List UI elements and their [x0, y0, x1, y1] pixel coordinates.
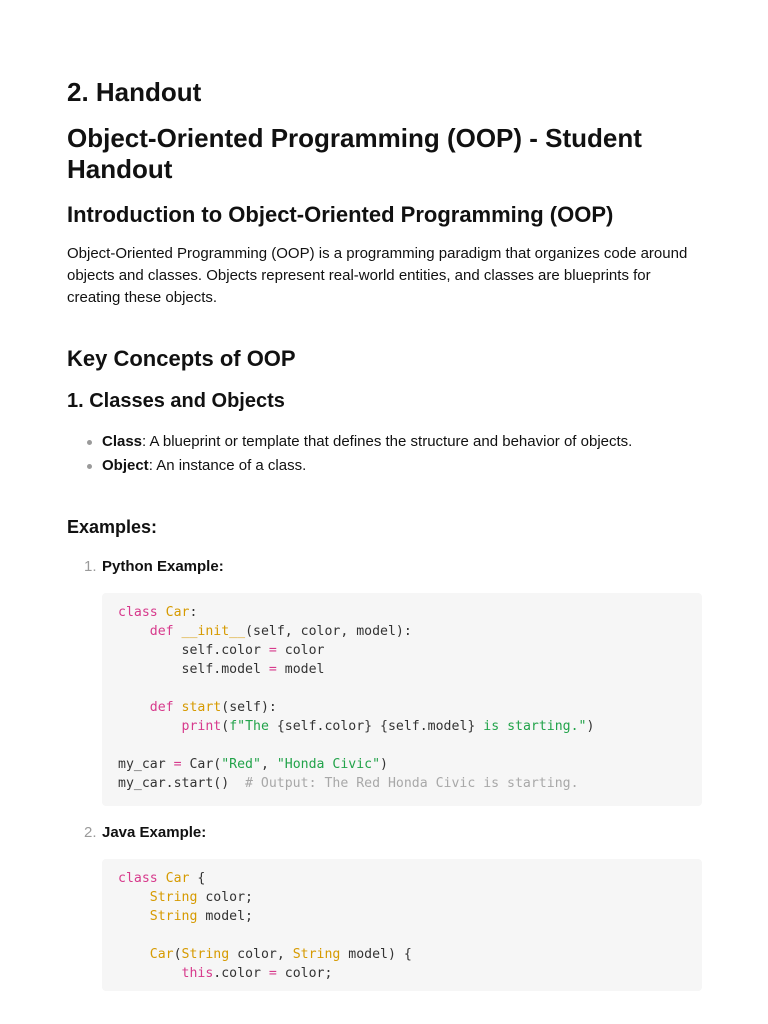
- classes-objects-heading: 1. Classes and Objects: [67, 390, 285, 412]
- intro-heading: Introduction to Object-Oriented Programming (OOP): [67, 202, 614, 227]
- code-line: def start(self):: [149, 700, 277, 715]
- code-line: print(f"The {self.color} {self.model} is starting."): [181, 719, 595, 734]
- list-item: [67, 430, 632, 454]
- definition-text: : An instance of a class.: [148, 457, 307, 474]
- list-item: [67, 454, 632, 478]
- code-line: this.color = color;: [181, 966, 333, 981]
- code-line: String model;: [149, 909, 253, 924]
- intro-paragraph: Object-Oriented Programming (OOP) is a programming paradigm that organizes code around objects and classes. Objects represent real-world entities, and classes are blueprints for creating these objects.: [67, 245, 688, 306]
- definition-text: : A blueprint or template that defines the structure and behavior of objects.: [142, 433, 633, 450]
- code-line: self.model = model: [181, 662, 325, 677]
- code-line-blank: [118, 736, 686, 755]
- list-number: 1.: [84, 558, 97, 575]
- definition-term: Class: [102, 433, 143, 450]
- code-line: Car(String color, String model) {: [149, 947, 412, 962]
- code-line: String color;: [149, 890, 253, 905]
- code-line: class Car:: [118, 605, 198, 620]
- python-code-block: [102, 593, 702, 806]
- example-label: Java Example:: [102, 824, 207, 841]
- code-line: my_car.start() # Output: The Red Honda Civic is starting.: [118, 776, 579, 791]
- bullet-icon: [87, 464, 92, 469]
- code-line: class Car {: [118, 871, 206, 886]
- code-line: def __init__(self, color, model):: [149, 624, 412, 639]
- code-line: self.color = color: [181, 643, 325, 658]
- code-line-blank: [118, 926, 686, 945]
- bullet-icon: [87, 440, 92, 445]
- code-line: my_car = Car("Red", "Honda Civic"): [118, 757, 388, 772]
- page-title: Object-Oriented Programming (OOP) - Student Handout: [67, 123, 642, 184]
- code-line-blank: [118, 679, 686, 698]
- definition-term: Object: [102, 457, 149, 474]
- definition-list: [67, 430, 632, 478]
- key-concepts-heading: Key Concepts of OOP: [67, 346, 296, 371]
- list-number: 2.: [84, 824, 97, 841]
- example-label: Python Example:: [102, 558, 224, 575]
- section-heading: 2. Handout: [67, 77, 202, 107]
- java-code-block: [102, 859, 702, 991]
- examples-heading: Examples:: [67, 517, 158, 537]
